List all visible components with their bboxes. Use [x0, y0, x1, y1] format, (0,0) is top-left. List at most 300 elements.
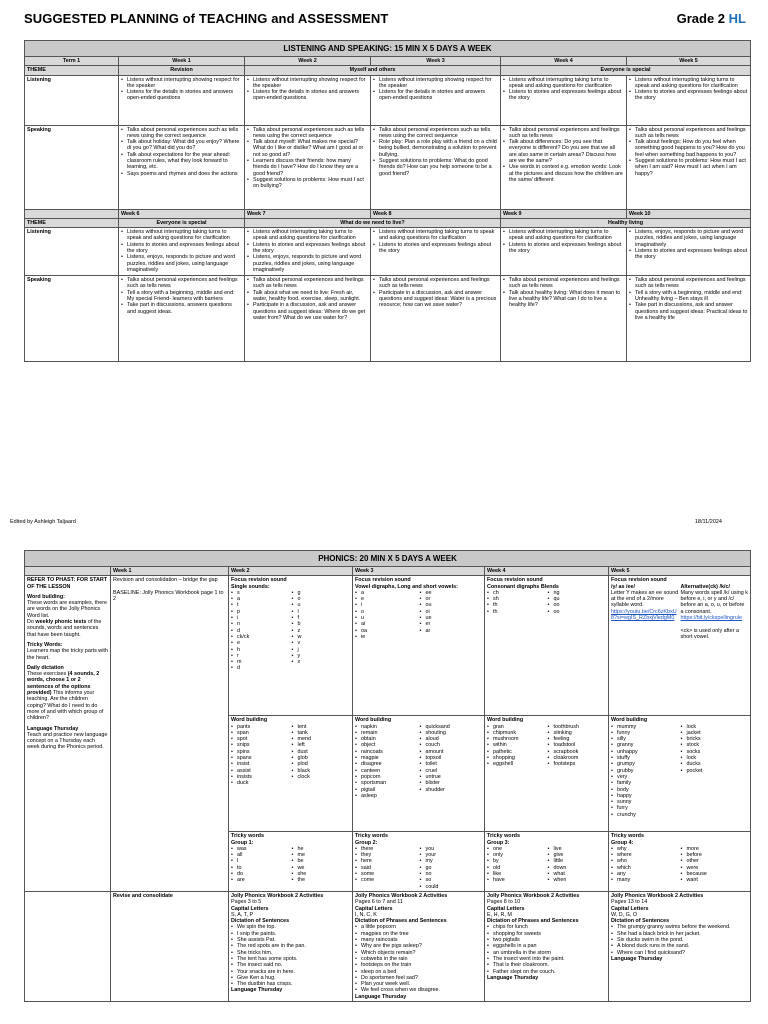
ls-speaking-row-2: [25, 276, 751, 362]
list-item: • little: [548, 858, 607, 864]
list-item: • shouting: [420, 730, 483, 736]
ph-week2-activities: Jolly Phonics Workbook 2 Activities Pages 3 to 5 Capital Letters S, A, T, P Dictation of Sentences • We spin the top. • I snip the paints. • She assists Pat. • The red spots are in the pan. • She tricks him. • The tent has some spots. • The insect said no. • Your snacks are in here. • Give Ken a hug. • The dustbin has crisps. Language Thursday: [229, 891, 353, 1001]
list-item: • shopping for sweets: [487, 931, 606, 937]
list-item: • Suggest solutions to problems: What do good friends do? How can you help someone to be a good friend?: [373, 158, 498, 177]
list-item: • two pigtails: [487, 937, 606, 943]
grade-label: Grade 2 HL: [676, 11, 746, 26]
list-item: • oo: [548, 602, 607, 608]
ls-cell: [371, 228, 501, 276]
list-item: • v: [292, 640, 351, 646]
list-item: • sunny: [611, 799, 679, 805]
list-item: • shopping: [487, 755, 546, 761]
list-item: • Listens without interrupting taking turns to speak and asking questions for clarification: [247, 229, 368, 242]
theme-cell: Myself and others: [245, 66, 501, 75]
list-item: • jacket: [681, 730, 749, 736]
theme-label: THEME: [25, 66, 119, 75]
list-item: • sleep on a bed: [355, 969, 482, 975]
list-item: • y: [292, 653, 351, 659]
list-item: • bricks: [681, 736, 749, 742]
list-item: • w: [292, 634, 351, 640]
week-header: Week 1: [119, 57, 245, 66]
list-item: • f: [292, 615, 351, 621]
ph-week2-focus: Focus revision sound Single sounds: • s • a • t • p • i • n • d • ck/ck • e • h • r • m • d • g • o • u • l • f • b • z • w • v • j • y • x: [229, 576, 353, 716]
list-item: • footsteps: [548, 761, 607, 767]
list-item: • Listens without interrupting taking turns to speak and asking questions for clarification: [121, 229, 242, 242]
list-item: • Listens without interrupting showing respect for the speaker: [247, 77, 368, 90]
week-header: Week 3: [353, 567, 485, 576]
list-item: • footsteps on the train: [355, 962, 482, 968]
list-item: • the: [292, 877, 351, 883]
list-item: • dust: [292, 749, 351, 755]
bullet-list: [373, 77, 498, 102]
list-item: • Listens to stories and expresses feelings about the story: [503, 89, 624, 102]
list-item: • spans: [231, 755, 290, 761]
list-item: • silly: [611, 736, 679, 742]
week-header: Week 4: [485, 567, 609, 576]
list-item: • where: [611, 852, 679, 858]
list-item: • ducks: [681, 761, 749, 767]
bullet-list: [292, 724, 351, 787]
list-item: • one: [487, 846, 546, 852]
list-item: • furry: [611, 805, 679, 811]
list-item: • chips for lunch: [487, 924, 606, 930]
list-item: • The grumpy granny swims before the weekend.: [611, 924, 748, 930]
bullet-list: [373, 229, 498, 254]
ls-speaking-row-1: [25, 125, 751, 209]
list-item: • gran: [487, 724, 546, 730]
list-item: • very: [611, 774, 679, 780]
list-item: • granny: [611, 742, 679, 748]
list-item: • Your snacks are in here.: [231, 969, 350, 975]
week-header: Week 10: [627, 209, 751, 218]
list-item: • Listens for the details in stories and answers open-ended questions: [373, 89, 498, 102]
bullet-list: [247, 229, 368, 273]
list-item: • pigtail: [355, 787, 418, 793]
list-item: • Talks about personal experiences and feelings such as tells news: [503, 277, 624, 290]
speaking-label: Speaking: [25, 276, 119, 362]
list-item: • aloud: [420, 736, 483, 742]
editor-credit: Edited by Ashleigh Taljaard: [10, 519, 76, 525]
ck-spelling-link[interactable]: https://bit.ly/ckspellingrule: [680, 615, 742, 622]
list-item: • family: [611, 780, 679, 786]
page-title: SUGGESTED PLANNING of TEACHING and ASSESSMENT: [24, 11, 389, 26]
list-item: • only: [487, 852, 546, 858]
week-header: Week 6: [119, 209, 245, 218]
week-header: Week 3: [371, 57, 501, 66]
list-item: • g: [292, 590, 351, 596]
list-item: • The tent has some spots.: [231, 956, 350, 962]
list-item: • toilet: [420, 761, 483, 767]
bullet-list: [231, 924, 350, 987]
ph-sidebar-empty: [25, 891, 111, 1001]
list-item: • go: [420, 865, 483, 871]
list-item: • here: [355, 858, 418, 864]
list-item: • eggshell: [487, 761, 546, 767]
list-item: • Listens to stories and expresses feelings about the story: [373, 242, 498, 255]
list-item: • er: [420, 621, 483, 627]
bullet-list: [487, 590, 546, 615]
list-item: • Talk about healthy living: What does it mean to live a healthy life? What can I do to live a healthy life?: [503, 290, 624, 309]
ls-cell: [245, 125, 371, 209]
bullet-list: [231, 724, 290, 787]
list-item: • when: [548, 877, 607, 883]
list-item: • more: [681, 846, 749, 852]
ls-cell: [371, 125, 501, 209]
ph-week5-wordbuilding: Word building • mummy • funny • silly • granny • unhappy • stuffy • grumpy • grubby • very • family • body • happy • sunny • furry • crunchy • lock • jacket • bricks • stock • socks • lock • ducks • pocket: [609, 716, 751, 832]
list-item: • mushroom: [487, 736, 546, 742]
list-item: • Listens without interrupting taking turns to speak and asking questions for clarification: [373, 229, 498, 242]
bullet-list: [548, 846, 607, 884]
list-item: • many raincoats: [355, 937, 482, 943]
list-item: • Says poems and rhymes and does the actions: [121, 171, 242, 177]
list-item: • other: [681, 858, 749, 864]
list-item: • Listens, enjoys, responds to picture and word puzzles, riddles and jokes, using language imaginatively: [247, 254, 368, 273]
bullet-list: [548, 724, 607, 768]
list-item: • Plan your week well.: [355, 981, 482, 987]
ph-week5-focus: Focus revision sound /y/ as /ee/ Letter Y makes an ee sound at the end of a 2/more syllable word. https://youtu.be/Crc6zKbxU8?si=wgIS_RZbxjVledgM0 Alternative(ck) /k/c/ Many words spell /k/ using k before e, i, or y and /c/ before an a, o, u, or before a consonant. https://bit.ly/ckspellingrule <ck> is used only after a short vowel.: [609, 576, 751, 716]
list-item: • untrue: [420, 774, 483, 780]
list-item: • Participate in a discussion, ask and answer questions and suggest ideas: Water is a precious resource; how can we save water?: [373, 290, 498, 309]
list-item: • th: [487, 609, 546, 615]
list-item: • Talks about personal experiences such as tells news using the correct sequence: [121, 127, 242, 140]
bullet-list: [121, 229, 242, 273]
list-item: • topsoil: [420, 755, 483, 761]
list-item: • mummy: [611, 724, 679, 730]
list-item: • scrapbook: [548, 749, 607, 755]
list-item: • all: [231, 852, 290, 858]
list-item: • Listens, enjoys, responds to picture and word puzzles, riddles and jokes, using language imaginatively: [629, 229, 748, 248]
list-item: • n: [231, 621, 290, 627]
list-item: • was: [231, 846, 290, 852]
listening-label: Listening: [25, 75, 119, 125]
list-item: • lock: [681, 724, 749, 730]
term-label: Term 1: [25, 57, 119, 66]
list-item: • obtain: [355, 736, 418, 742]
list-item: • Talks about personal experiences and feelings such as tells news: [121, 277, 242, 290]
list-item: • what: [548, 871, 607, 877]
bullet-list: [355, 724, 418, 800]
list-item: • ch: [487, 590, 546, 596]
list-item: • your: [420, 852, 483, 858]
grade-level: HL: [728, 11, 746, 26]
list-item: • Listens without interrupting showing respect for the speaker: [373, 77, 498, 90]
list-item: • shudder: [420, 787, 483, 793]
bullet-list: [503, 229, 624, 254]
ls-cell: [119, 276, 245, 362]
ph-week3-wordbuilding: Word building • napkin • remain • obtain • object • raincoats • magpie • disagree • canteen • popcorn • sportsman • pigtail • asleep • quicksand • shouting • aloud • couch • amount • topsoil • toilet • cruel • untrue • blister • shudder: [353, 716, 485, 832]
ls-listening-row-2: [25, 228, 751, 276]
ph-week4-tricky: Tricky words Group 3: • one • only • by • old • like • have • live • give • little • down • what • when: [485, 832, 609, 892]
list-item: • any: [611, 871, 679, 877]
list-item: • Why are the pigs asleep?: [355, 943, 482, 949]
list-item: • tent: [292, 724, 351, 730]
list-item: • l: [292, 609, 351, 615]
list-item: • i: [355, 602, 418, 608]
bullet-list: [355, 590, 418, 640]
list-item: • pathetic: [487, 749, 546, 755]
list-item: • u: [292, 602, 351, 608]
bullet-list: [420, 724, 483, 800]
list-item: • unhappy: [611, 749, 679, 755]
week-header: Week 9: [501, 209, 627, 218]
list-item: • grubby: [611, 768, 679, 774]
ls-cell: [627, 125, 751, 209]
list-item: • want: [681, 877, 749, 883]
list-item: • a: [355, 590, 418, 596]
list-item: • Talks about personal experiences such as tells news using the correct sequence: [373, 127, 498, 140]
list-item: • Talk about myself: What makes me special? What do I like or dislike? What am I good at or not so good at?: [247, 139, 368, 158]
bullet-list: [611, 924, 748, 955]
list-item: • Take part in discussions, ask and answer questions and suggest ideas: Practical ideas to live a healthy life: [629, 302, 748, 321]
list-item: • down: [548, 865, 607, 871]
list-item: • popcorn: [355, 774, 418, 780]
list-item: • oi: [420, 609, 483, 615]
list-item: • Participate in a discussion, ask and answer questions and suggest ideas: Where do we get water from? What do we use water for?: [247, 302, 368, 321]
list-item: • We feel cross when we disagree.: [355, 987, 482, 993]
list-item: • funny: [611, 730, 679, 736]
bullet-list: [420, 590, 483, 640]
week-header: Week 2: [245, 57, 371, 66]
list-item: • give: [548, 852, 607, 858]
bullet-list: [355, 846, 418, 890]
list-item: • h: [231, 647, 290, 653]
list-item: • snips: [231, 742, 290, 748]
ph-week4-focus: Focus revision sound Consonant digraphs Blends • ch • sh • th • th • ng • qu • oo • oo: [485, 576, 609, 716]
list-item: • napkin: [355, 724, 418, 730]
ls-cell: [501, 75, 627, 125]
youtube-link[interactable]: https://youtu.be/Crc6zKbxU8?si=wgIS_RZbxjVledgM0: [611, 608, 677, 622]
list-item: • crunchy: [611, 812, 679, 818]
ls-theme-row-1: [25, 66, 751, 75]
list-item: • The insect said no.: [231, 962, 350, 968]
list-item: • have: [487, 877, 546, 883]
list-item: • cloakroom: [548, 755, 607, 761]
ph-week1-revise: Revise and consolidate: [111, 891, 229, 1001]
list-item: • a: [231, 596, 290, 602]
list-item: • Listens for the details in stories and answers open-ended questions: [247, 89, 368, 102]
theme-cell: Healthy living: [501, 218, 751, 227]
list-item: • some: [355, 871, 418, 877]
list-item: • he: [292, 846, 351, 852]
ph-banner: PHONICS: 20 MIN X 5 DAYS A WEEK: [25, 551, 751, 567]
list-item: • plod: [292, 761, 351, 767]
list-item: • r: [231, 653, 290, 659]
list-item: • because: [681, 871, 749, 877]
week-header: Week 1: [111, 567, 229, 576]
bullet-list: [629, 127, 748, 177]
ls-cell: [245, 75, 371, 125]
list-item: • my: [420, 858, 483, 864]
list-item: • to: [231, 865, 290, 871]
bullet-list: [629, 77, 748, 102]
list-item: • Talks about personal experiences and feelings such as tells news: [373, 277, 498, 290]
list-item: • u: [355, 615, 418, 621]
list-item: • Do sportsmen feel sad?: [355, 975, 482, 981]
list-item: • ai: [355, 621, 418, 627]
list-item: • i: [231, 615, 290, 621]
list-item: • m: [231, 659, 290, 665]
ls-cell: [627, 228, 751, 276]
ls-cell: [245, 276, 371, 362]
list-item: • or: [420, 596, 483, 602]
list-item: • cruel: [420, 768, 483, 774]
ls-banner: LISTENING AND SPEAKING: 15 MIN X 5 DAYS A WEEK: [25, 41, 751, 57]
ph-week1-cell: Revision and consolidation – bridge the gap BASELINE: Jolly Phonics Workbook page 1 to 2: [111, 576, 229, 892]
list-item: • you: [420, 846, 483, 852]
list-item: • o: [355, 609, 418, 615]
list-item: • Father slept on the couch.: [487, 969, 606, 975]
bullet-list: [487, 924, 606, 974]
list-item: • stinking: [548, 730, 607, 736]
list-item: • cobwebs in the rain: [355, 956, 482, 962]
list-item: • within: [487, 742, 546, 748]
week-header: Week 8: [371, 209, 501, 218]
speaking-label: Speaking: [25, 125, 119, 209]
theme-cell: Revision: [119, 66, 245, 75]
list-item: • happy: [611, 793, 679, 799]
list-item: • asleep: [355, 793, 418, 799]
list-item: • Listens without interrupting taking turns to speak and asking questions for clarification: [503, 229, 624, 242]
list-item: • I snip the paints.: [231, 931, 350, 937]
ph-weeks-row: [25, 567, 751, 576]
list-item: • insist: [231, 761, 290, 767]
list-item: • qu: [548, 596, 607, 602]
list-item: • d: [231, 628, 290, 634]
list-item: • sportsman: [355, 780, 418, 786]
list-item: • The red spots are in the pan.: [231, 943, 350, 949]
list-item: • eggshells in a pan: [487, 943, 606, 949]
list-item: • magpie: [355, 755, 418, 761]
list-item: • e: [231, 640, 290, 646]
list-item: • stock: [681, 742, 749, 748]
list-item: • Listens, enjoys, responds to picture and word puzzles, riddles and jokes, using language imaginatively: [121, 254, 242, 273]
bullet-list: [247, 277, 368, 321]
list-item: • Listens for the details in stories and answers open-ended questions: [121, 89, 242, 102]
list-item: • A blond duck runs in the sand.: [611, 943, 748, 949]
ph-week2-tricky: Tricky words Group 1: • was • all • I • to • do • are • he • me • be • we • she • the: [229, 832, 353, 892]
bullet-list: [292, 590, 351, 672]
ls-cell: [371, 75, 501, 125]
list-item: • there: [355, 846, 418, 852]
bullet-list: [247, 77, 368, 102]
list-item: • ee: [420, 590, 483, 596]
list-item: • come: [355, 877, 418, 883]
list-item: • ar: [420, 628, 483, 634]
list-item: • like: [487, 871, 546, 877]
week-header: Week 4: [501, 57, 627, 66]
list-item: • She tricks him.: [231, 950, 350, 956]
list-item: • d: [231, 665, 290, 671]
bullet-list: [681, 724, 749, 818]
list-item: • Talk about feelings: How do you feel when something good happens to you? How do you feel when something bad happens to you?: [629, 139, 748, 158]
bullet-list: [231, 846, 290, 884]
list-item: • Tell a story with a beginning, middle and end: Unhealthy living – Ben stays ill: [629, 290, 748, 303]
list-item: • Listens without interrupting taking turns to speak and asking questions for clarification: [629, 77, 748, 90]
list-item: • e: [355, 596, 418, 602]
list-item: • Talk about what we need to live: Fresh air, water, healthy food, exercise, sleep, sunlight.: [247, 290, 368, 303]
list-item: • pants: [231, 724, 290, 730]
list-item: • Talks about personal experiences and feelings such as tells news: [629, 277, 748, 290]
ph-week5-activities: Jolly Phonics Workbook 2 Activities Pages 13 to 14 Capital Letters W, D, G, O Dictation of Sentences • The grumpy granny swims before the weekend. • She had a black brick in her jacket. • Six ducks swim in the pond. • A blond duck runs in the sand. • Where can I find quicksand? Language Thursday: [609, 891, 751, 1001]
ls-cell: [501, 228, 627, 276]
bullet-list: [503, 77, 624, 102]
bullet-list: [121, 77, 242, 102]
ls-weeks-row-2: [25, 209, 751, 218]
listening-speaking-table: [24, 40, 751, 362]
list-item: • Listens without interrupting showing respect for the speaker: [121, 77, 242, 90]
list-item: • do: [231, 871, 290, 877]
list-item: • clock: [292, 774, 351, 780]
list-item: • be: [292, 858, 351, 864]
bullet-list: [292, 846, 351, 884]
list-item: • Which objects remain?: [355, 950, 482, 956]
bullet-list: [487, 724, 546, 768]
list-item: • oo: [548, 609, 607, 615]
bullet-list: [681, 846, 749, 884]
bullet-list: [355, 924, 482, 993]
list-item: • socks: [681, 749, 749, 755]
ph-week3-activities: Jolly Phonics Workbook 2 Activities Pages 6 to 7 and 11 Capital Letters I, N, C, K Dictation of Phrases and Sentences • a little popcorn • magpies on the tree • many raincoats • Why are the pigs asleep? • Which objects remain? • cobwebs in the rain • footsteps on the train • sleep on a bed • Do sportsmen feel sad? • Plan your week well. • We feel cross when we disagree. Language Thursday: [353, 891, 485, 1001]
list-item: • Listens to stories and expresses feelings about the story: [503, 242, 624, 255]
list-item: • duck: [231, 780, 290, 786]
list-item: • She had a black brick in her jacket.: [611, 931, 748, 937]
bullet-list: [548, 590, 607, 615]
theme-cell: Everyone is special: [501, 66, 751, 75]
bullet-list: [611, 724, 679, 818]
list-item: • we: [292, 865, 351, 871]
list-item: • spins: [231, 749, 290, 755]
ls-listening-row-1: [25, 75, 751, 125]
list-item: • an umbrella in the storm: [487, 950, 606, 956]
list-item: • many: [611, 877, 679, 883]
list-item: • feeling: [548, 736, 607, 742]
list-item: • Talks about personal experiences and feelings such as tells news: [503, 127, 624, 140]
list-item: • could: [420, 884, 483, 890]
ls-cell: [119, 228, 245, 276]
list-item: • Give Ken a hug.: [231, 975, 350, 981]
ls-cell: [119, 75, 245, 125]
list-item: • Where can I find quicksand?: [611, 950, 748, 956]
list-item: • by: [487, 858, 546, 864]
list-item: • z: [292, 628, 351, 634]
bullet-list: [247, 127, 368, 190]
ph-week3-tricky: Tricky words Group 2: • there • they • here • said • some • come • you • your • my • go • no • so • could: [353, 832, 485, 892]
list-item: • raincoats: [355, 749, 418, 755]
list-item: • I: [231, 858, 290, 864]
list-item: • Suggest solutions to problems: How must I act on bullying?: [247, 177, 368, 190]
week-header: Week 2: [229, 567, 353, 576]
bullet-list: [420, 846, 483, 890]
list-item: • before: [681, 852, 749, 858]
ph-week4-wordbuilding: Word building • gran • chipmunk • mushroom • within • pathetic • shopping • eggshell • toothbrush • stinking • feeling • toadstool • scrapbook • cloakroom • footsteps: [485, 716, 609, 832]
edit-date: 18/11/2024: [694, 519, 722, 525]
bullet-list: [629, 277, 748, 321]
list-item: • blister: [420, 780, 483, 786]
list-item: • pocket: [681, 768, 749, 774]
ls-cell: [119, 125, 245, 209]
phonics-table: [24, 550, 751, 1002]
list-item: • black: [292, 768, 351, 774]
list-item: • Listens to stories and expresses feelings about the story: [121, 242, 242, 255]
ph-week5-tricky: Tricky words Group 4: • why • where • who • which • any • many • more • before • other • were • because • want: [609, 832, 751, 892]
list-item: • ue: [420, 615, 483, 621]
list-item: • She assists Pat.: [231, 937, 350, 943]
list-item: • th: [487, 602, 546, 608]
list-item: • oa: [355, 628, 418, 634]
list-item: • live: [548, 846, 607, 852]
theme-label: THEME: [25, 218, 119, 227]
list-item: • ie: [355, 634, 418, 640]
